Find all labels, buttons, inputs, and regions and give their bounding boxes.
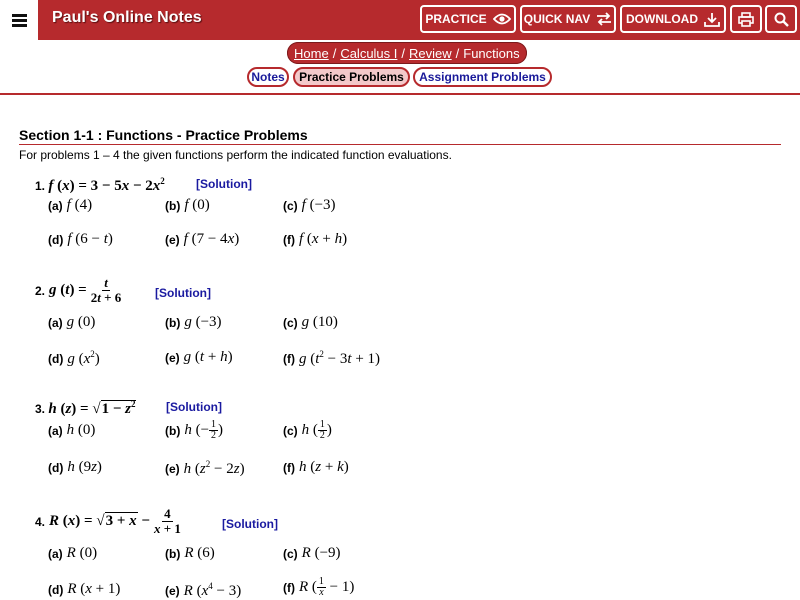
expression: f (6 − t) [67, 231, 113, 247]
problem-2-function: g (t) = [49, 282, 87, 298]
part-label: (a) [48, 198, 63, 213]
problem-4-part-a [48, 545, 97, 562]
part-label: (c) [283, 423, 298, 438]
expression: f (4) [66, 197, 93, 213]
expression: f (0) [184, 197, 210, 213]
problem-2-part-f [283, 349, 380, 368]
tab-practice-problems[interactable]: Practice Problems [293, 67, 410, 87]
problem-2 [35, 276, 121, 305]
expression: f (−3) [301, 197, 336, 213]
solution-link-text[interactable]: [Solution] [196, 177, 252, 191]
part-label: (e) [165, 583, 180, 598]
problem-1-part-f [283, 231, 347, 248]
search-icon [774, 12, 789, 27]
part-label: (d) [48, 351, 64, 366]
part-label: (a) [48, 423, 63, 438]
expression: R (x + 1) [67, 581, 121, 597]
eye-icon [493, 13, 511, 25]
expression: R (0) [66, 545, 98, 561]
top-bar [0, 0, 800, 40]
part-label: (d) [48, 460, 64, 475]
problem-2-solution-link[interactable] [155, 286, 211, 300]
problem-1-part-c [283, 197, 336, 214]
breadcrumb-home[interactable]: Home [294, 45, 329, 61]
swap-arrows-icon [596, 12, 612, 26]
download-icon [704, 12, 720, 27]
problem-4-function: R (x) = √3 + x − [49, 513, 150, 529]
problem-1-part-d [48, 231, 113, 248]
fraction: $\frac{1}{2}$ [319, 419, 325, 441]
practice-button[interactable] [420, 5, 516, 33]
expression: R $(x^4 - 3)$ [183, 581, 242, 599]
problem-4-solution-link[interactable] [222, 517, 278, 531]
section-rule [19, 144, 781, 145]
problem-1-part-b [165, 197, 210, 214]
problem-3-part-f [283, 459, 349, 476]
expression: f (x + h) [299, 231, 348, 247]
expression: R (6) [184, 545, 215, 561]
expression: g (t + h) [183, 349, 233, 365]
expression: h (9z) [67, 459, 102, 475]
expression: h (− $\frac{1}{2}$ ) [184, 419, 224, 441]
part-label: (f) [283, 460, 295, 475]
menu-button[interactable] [0, 0, 38, 40]
part-label: (c) [283, 198, 298, 213]
problem-3-part-e [165, 459, 245, 478]
expression: g $(t^2 - 3t + 1)$ [299, 349, 381, 367]
expression: R ( $\frac{1}{x}$ − 1) [299, 576, 355, 598]
fraction: $\frac{1}{2}$ [211, 419, 217, 441]
breadcrumb-current: Functions [463, 45, 520, 61]
problem-2-part-b [165, 314, 222, 331]
part-label: (b) [165, 546, 181, 561]
solution-link-text[interactable]: [Solution] [166, 400, 222, 414]
quick-nav-label: QUICK NAV [523, 12, 591, 26]
problem-1-solution-link[interactable] [196, 177, 252, 191]
part-label: (a) [48, 315, 63, 330]
problem-3-part-c [283, 420, 332, 441]
problem-1 [35, 176, 165, 195]
problem-4-part-c [283, 545, 341, 562]
problem-4-part-b [165, 545, 215, 562]
problem-2-part-c [283, 314, 338, 331]
problem-number: 4. [35, 514, 46, 529]
expression: h ( $\frac{1}{2}$ ) [301, 419, 332, 441]
part-label: (b) [165, 198, 181, 213]
problem-1-part-e [165, 231, 239, 248]
fraction: $\frac{t}{2t + 6}$ [90, 275, 122, 305]
fraction: $\frac{1}{x}$ [318, 576, 324, 598]
problem-3-part-a [48, 422, 95, 439]
part-label: (c) [283, 315, 298, 330]
expression: g (−3) [184, 314, 222, 330]
part-label: (e) [165, 232, 180, 247]
breadcrumb-separator: / [401, 45, 406, 61]
problem-2-part-d [48, 349, 100, 368]
problem-4-part-e [165, 581, 241, 600]
download-button[interactable] [620, 5, 726, 33]
breadcrumb [287, 42, 527, 64]
print-icon [738, 12, 754, 27]
expression: f (7 − 4x) [183, 231, 240, 247]
part-label: (d) [48, 582, 64, 597]
part-label: (e) [165, 461, 180, 476]
problem-number: 3. [35, 402, 46, 416]
expression: g (0) [66, 314, 96, 330]
expression: g $(x^2)$ [67, 349, 100, 367]
part-label: (f) [283, 580, 295, 595]
solution-link-text[interactable]: [Solution] [222, 517, 278, 531]
part-label: (c) [283, 546, 298, 561]
problem-3-part-b [165, 420, 223, 441]
download-label: DOWNLOAD [626, 12, 698, 26]
problem-3-part-d [48, 459, 102, 476]
breadcrumb-separator: / [455, 45, 460, 61]
problem-3-function: h $(z) = √1 - z^2$ [48, 399, 136, 417]
expression: h $(z^2 - 2z)$ [183, 459, 245, 477]
fraction: $\frac{4}{x + 1}$ [153, 506, 181, 536]
problem-3 [35, 399, 136, 418]
problem-2-part-e [165, 349, 233, 366]
breadcrumb-review[interactable]: Review [409, 45, 452, 61]
section-title: Section 1-1 : Functions - Practice Problems [19, 127, 308, 143]
problem-number: 1. [35, 179, 46, 193]
practice-label: PRACTICE [425, 12, 487, 26]
section-intro: For problems 1 – 4 the given functions perform the indicated function evaluations. [19, 148, 452, 162]
tab-notes[interactable]: Notes [247, 67, 289, 87]
tab-assignment-problems[interactable]: Assignment Problems [413, 67, 552, 87]
site-title[interactable]: Paul's Online Notes [52, 9, 202, 26]
part-label: (b) [165, 423, 181, 438]
solution-link-text[interactable]: [Solution] [155, 286, 211, 300]
search-button[interactable] [765, 5, 797, 33]
part-label: (d) [48, 232, 64, 247]
part-label: (e) [165, 350, 180, 365]
problem-4-part-d [48, 581, 120, 598]
expression: h (0) [66, 422, 96, 438]
expression: R (−9) [301, 545, 341, 561]
part-label: (f) [283, 351, 295, 366]
menu-icon [12, 14, 27, 27]
breadcrumb-separator: / [332, 45, 337, 61]
expression: h (z + k) [299, 459, 349, 475]
problem-2-part-a [48, 314, 95, 331]
quick-nav-button[interactable] [520, 5, 616, 33]
part-label: (f) [283, 232, 295, 247]
problem-1-function: f $(x) = 3 - 5x - 2x^2$ [48, 176, 165, 194]
header-divider [0, 93, 800, 95]
expression: g (10) [301, 314, 338, 330]
problem-3-solution-link[interactable] [166, 400, 222, 414]
problem-4-part-f [283, 577, 354, 598]
print-button[interactable] [730, 5, 762, 33]
problem-4 [35, 507, 181, 536]
breadcrumb-calculus[interactable]: Calculus I [340, 45, 398, 61]
problem-1-part-a [48, 197, 92, 214]
part-label: (a) [48, 546, 63, 561]
problem-number: 2. [35, 283, 46, 298]
part-label: (b) [165, 315, 181, 330]
